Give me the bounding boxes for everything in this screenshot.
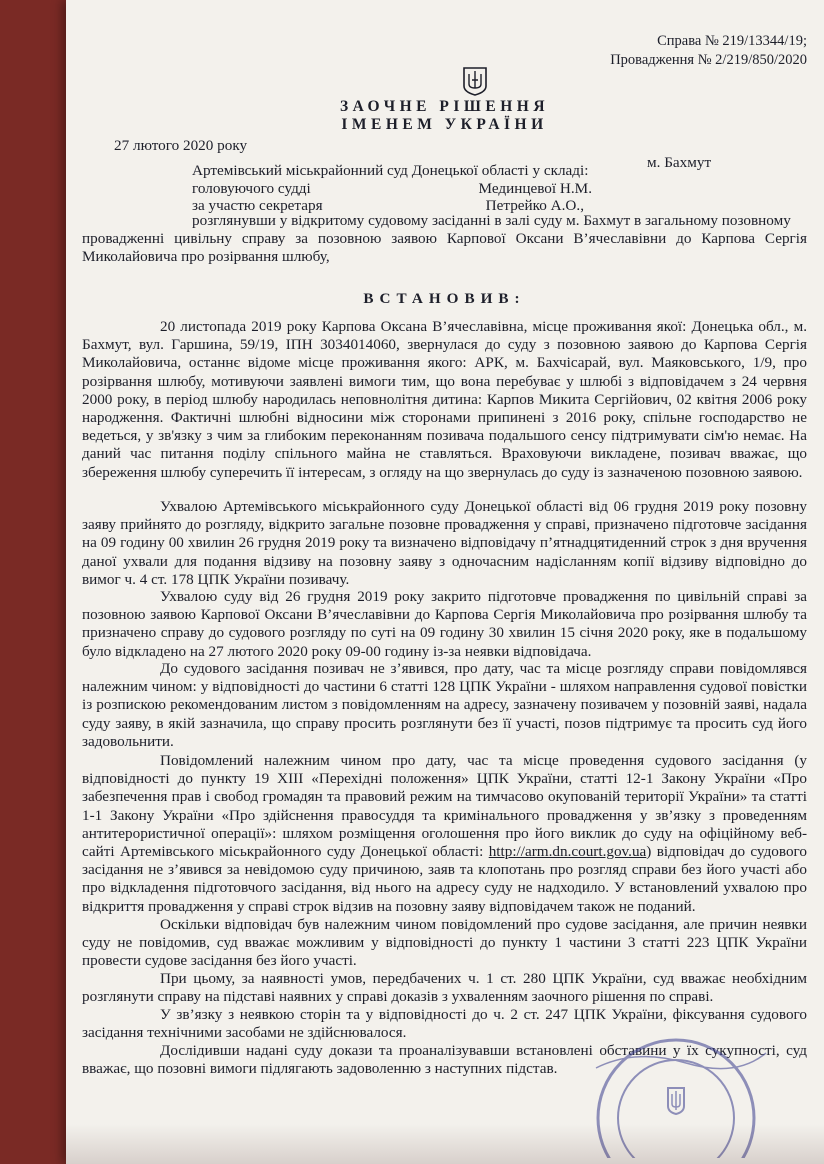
- title-line-2: ІМЕНЕМ УКРАЇНИ: [341, 116, 548, 133]
- considered-continuation: провадженні цивільну справу за позовною заявою Карпової Оксани В’ячеславівни до Карпова Сергія Миколайовича про розірвання шлюбу,: [82, 230, 807, 266]
- paragraph-5: Повідомлений належним чином про дату, час та місце проведення судового засідання (у відповідності до пункту 19 XIII «Перехідні положення» ЦПК України, статті 12-1 Закону України «Про забезпечення прав і свобод громадян та правовий режим на тимчасово окупованій території України» та статті 1-1 Закону України «Про здійснення правосуддя та кримінального провадження у зв’язку з проведенням антитерористичної операції»: шляхом розміщення оголошення про його виклик до суду на офіційному веб-сайті Артемівського міськрайонного суду Донецької області: http://arm.dn.court.gov.ua) відповідач до судового засідання не з’явився за невідомою суду причиною, заяв та клопотань про розгляд справи без його участі або про відкладення підготовчого засідання, від нього на адресу суду не надходило. У встановлений ухвалою про відкриття провадження у справі строк відзив на позовну заяву відповідачем також не поданий.: [82, 752, 807, 915]
- document-page: [66, 0, 824, 1164]
- paragraph-2: Ухвалою Артемівського міськрайонного суду Донецької області від 06 грудня 2019 року позовну заяву прийнято до розгляду, відкрито загальне позовне провадження у справі, призначено підготовче засідання на 09 годину 00 хвилин 26 грудня 2019 року та визначено відповідачу п’ятнадцятиденний строк з дня вручення даної ухвали для подання відзиву на позовну заяву з одночасним надісланням копії відзиву відповідно до вимог ч. 4 ст. 178 ЦПК України позивачу.: [82, 498, 807, 588]
- paragraph-4: До судового засідання позивач не з’явився, про дату, час та місце розгляду справи повідомлявся належним чином: у відповідності до частини 6 статті 128 ЦПК України - шляхом направлення судової повістки із розпискою рекомендованим листом з повідомленням на адресу, зазначену позивачем у позовній заяві, надала суду заяву, в якій зазначила, що справу просить розглянути без її участі, позов підтримує та просить суд його задовольнити.: [82, 660, 807, 750]
- considered-line: розглянувши у відкритому судовому засіданні в залі суду м. Бахмут в загальному позовному: [192, 212, 791, 229]
- case-number: Справа № 219/13344/19;: [657, 33, 807, 49]
- decision-date: 27 лютого 2020 року: [114, 137, 248, 154]
- decision-place: м. Бахмут: [647, 154, 712, 171]
- presiding-name: Мединцевої Н.М.: [478, 180, 592, 197]
- section-heading: ВСТАНОВИВ:: [363, 290, 526, 307]
- paragraph-8: У зв’язку з неявкою сторін та у відповідності до ч. 2 ст. 247 ЦПК України, фіксування судового засідання технічними засобами не здійснювалося.: [82, 1006, 807, 1042]
- paragraph-9: Дослідивши надані суду докази та проаналізувавши встановлені обставини у їх сукупності, суд вважає, що позовні вимоги підлягають задоволенню з наступних підстав.: [82, 1042, 807, 1078]
- court-name: Артемівський міськрайонний суд Донецької області у складі:: [192, 162, 589, 179]
- title-line-1: ЗАОЧНЕ РІШЕННЯ: [339, 98, 550, 115]
- secretary-name: Петрейко А.О.,: [485, 197, 584, 214]
- page-bottom-shadow: [66, 1124, 824, 1164]
- paragraph-7: При цьому, за наявності умов, передбачених ч. 1 ст. 280 ЦПК України, суд вважає необхідним розглянути справу на підставі наявних у справі доказів з ухваленням заочного рішення по справі.: [82, 970, 807, 1006]
- secretary-label: за участю секретаря: [192, 197, 323, 214]
- presiding-label: головуючого судді: [192, 180, 311, 197]
- paragraph-5-text: Повідомлений належним чином про дату, час та місце проведення судового засідання (у відповідності до пункту 19 XIII «Перехідні положення» ЦПК України, статті 12-1 Закону України «Про забезпечення прав і свобод громадян та правовий режим на тимчасово окупованій території України» та статті 1-1 Закону України «Про здійснення правосуддя та кримінального провадження у зв’язку з проведенням антитерористичної операції»: шляхом розміщення оголошення про його виклик до суду на офіційному веб-сайті Артемівського міськрайонного суду Донецької області:: [82, 752, 807, 861]
- presiding-judge-row: [192, 180, 662, 198]
- trident-emblem-icon: [462, 66, 488, 96]
- document-title: [82, 98, 807, 134]
- paragraph-5-tail: відповідач до судового засідання не з’явився за невідомою суду причиною, заяв та клопотань про розгляд справи без його участі або про відкладення підготовчого засідання, від нього на адресу суду не надходило. У встановлений ухвалою про відкриття провадження у справі строк відзив на позовну заяву відповідачем також не поданий.: [82, 843, 807, 915]
- paragraph-3: Ухвалою суду від 26 грудня 2019 року закрито підготовче провадження по цивільній справі за позовною заявою Карпової Оксани В’ячеславівни до Карпова Сергія Миколайовича про розірвання шлюбу та призначено справу до судового розгляду по суті на 09 годину 30 хвилин 15 січня 2020 року, яке в подальшому було відкладено на 27 лютого 2020 року 09-00 годину із-за неявки відповідача.: [82, 588, 807, 660]
- proceeding-number: Провадження № 2/219/850/2020: [610, 52, 807, 68]
- court-website-link[interactable]: http://arm.dn.court.gov.ua: [488, 843, 647, 861]
- paragraph-6: Оскільки відповідач був належним чином повідомлений про судове засідання, але причин неявки суду не повідомив, суд вважає можливим у відповідності до пункту 1 частини 3 статті 223 ЦПК України провести судове засідання без його участі.: [82, 916, 807, 970]
- paragraph-1: 20 листопада 2019 року Карпова Оксана В’ячеславівна, місце проживання якої: Донецька обл., м. Бахмут, вул. Гаршина, 59/19, ІПН 3034014060, звернулася до суду з позовною заявою до Карпова Сергія Миколайовича, останнє відоме місце проживання якого: АРК, м. Бахчісарай, вул. Маяковського, 1/9, про розірвання шлюбу, мотивуючи заявлені вимоги тим, що вона перебуває у шлюбі з відповідачем з 24 червня 2000 року, в період шлюбу народилась неповнолітня дитина: Карпов Микита Сергійович, 02 квітня 2006 року народження. Фактичні шлюбні відносини між сторонами припинені з 2016 року, спільне господарство не ведеться, у зв'язку з чим за глибоким переконанням позивача подальшого сенсу підтримувати сім'ю немає. На даний час питання поділу спільного майна не ставляться. Враховуючи викладене, позивач вважає, що збереження шлюбу суперечить її інтересам, з огляду на що звернулась до суду із зазначеною позовною заявою.: [82, 318, 807, 481]
- case-reference: [610, 32, 807, 70]
